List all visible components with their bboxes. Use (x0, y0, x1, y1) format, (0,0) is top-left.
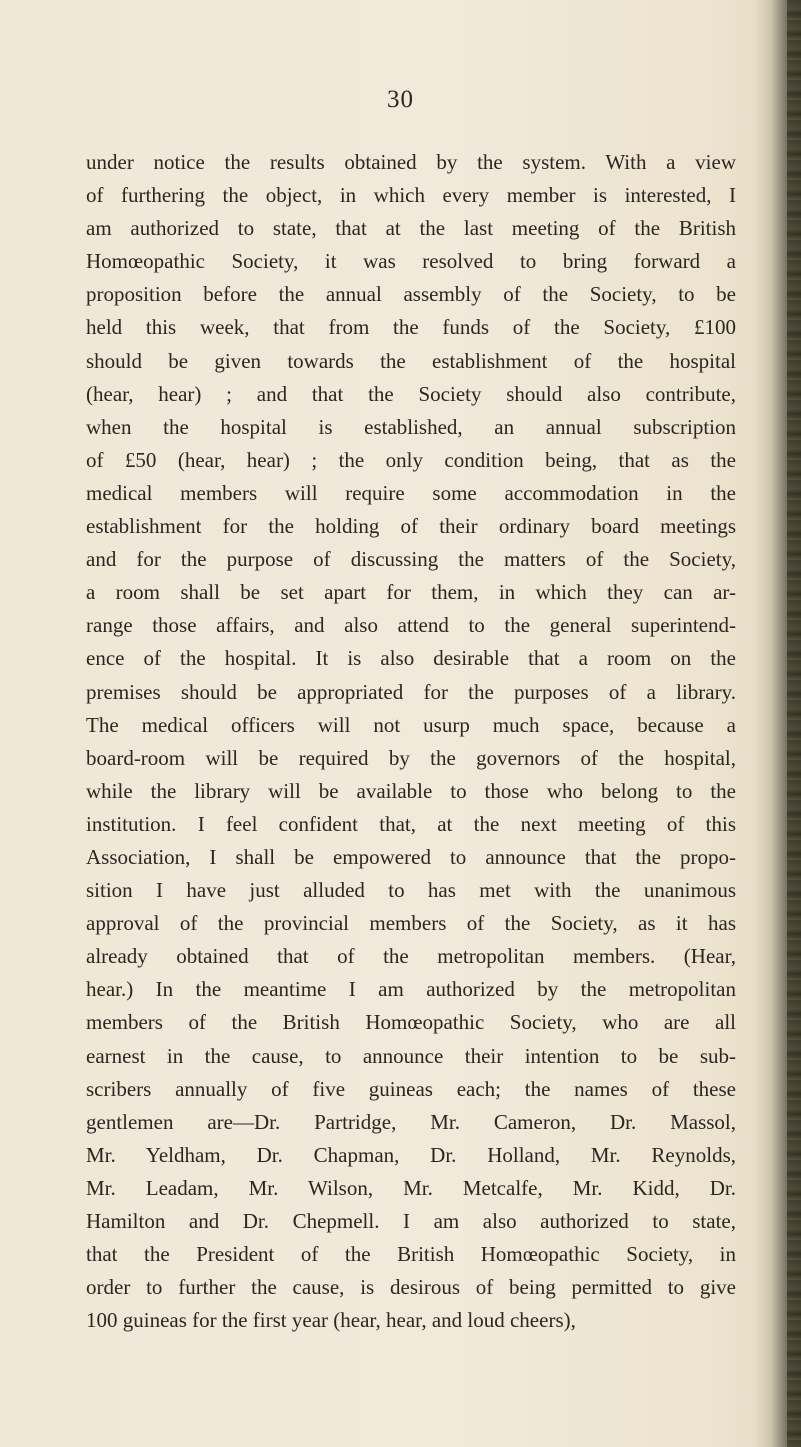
text-line: sition I have just alluded to has met with the unanimous (86, 878, 736, 903)
text-line: (hear, hear) ; and that the Society should also contribute, (86, 381, 736, 406)
text-line: when the hospital is established, an annual subscription (86, 414, 736, 439)
text-line: should be given towards the establishment of the hospital (86, 348, 736, 373)
text-line: already obtained that of the metropolitan members. (Hear, (86, 944, 736, 969)
text-line: earnest in the cause, to announce their intention to be sub- (86, 1043, 736, 1068)
text-line: proposition before the annual assembly of the Society, to be (86, 282, 736, 307)
text-line: range those affairs, and also attend to the general superintend- (86, 613, 736, 638)
text-line: under notice the results obtained by the system. With a view (86, 150, 736, 174)
text-line: gentlemen are—Dr. Partridge, Mr. Cameron, Dr. Massol, (86, 1109, 736, 1134)
text-line: while the library will be available to those who belong to the (86, 778, 736, 803)
text-line: medical members will require some accommodation in the (86, 480, 736, 505)
text-line: held this week, that from the funds of the Society, £100 (86, 315, 736, 340)
text-line: The medical officers will not usurp much space, because a (86, 712, 736, 737)
text-line: premises should be appropriated for the purposes of a library. (86, 679, 736, 704)
text-line: scribers annually of five guineas each; the names of these (86, 1076, 736, 1101)
text-line: hear.) In the meantime I am authorized by the metropolitan (86, 977, 736, 1002)
text-line: of £50 (hear, hear) ; the only condition being, that as the (86, 447, 736, 472)
book-edge (787, 0, 801, 1447)
text-line: ence of the hospital. It is also desirable that a room on the (86, 646, 736, 671)
text-line: establishment for the holding of their ordinary board meetings (86, 514, 736, 539)
text-line: of furthering the object, in which every member is interested, I (86, 183, 736, 208)
text-line: that the President of the British Homœopathic Society, in (86, 1242, 736, 1267)
text-line: am authorized to state, that at the last meeting of the British (86, 216, 736, 241)
text-line: institution. I feel confident that, at the next meeting of this (86, 811, 736, 836)
text-line: order to further the cause, is desirous of being permitted to give (86, 1275, 736, 1300)
text-line: board-room will be required by the governors of the hospital, (86, 745, 736, 770)
text-line: Mr. Leadam, Mr. Wilson, Mr. Metcalfe, Mr. Kidd, Dr. (86, 1175, 736, 1200)
text-line: members of the British Homœopathic Society, who are all (86, 1010, 736, 1035)
text-line: a room shall be set apart for them, in which they can ar- (86, 580, 736, 605)
text-line: Homœopathic Society, it was resolved to bring forward a (86, 249, 736, 274)
text-line: Mr. Yeldham, Dr. Chapman, Dr. Holland, Mr. Reynolds, (86, 1142, 736, 1167)
text-line: approval of the provincial members of the Society, as it has (86, 911, 736, 936)
text-line: 100 guineas for the first year (hear, hear, and loud cheers), (86, 1308, 576, 1333)
text-line: and for the purpose of discussing the matters of the Society, (86, 547, 736, 572)
text-line: Hamilton and Dr. Chepmell. I am also authorized to state, (86, 1209, 736, 1233)
body-text (86, 146, 736, 1337)
text-line: Association, I shall be empowered to announce that the propo- (86, 844, 736, 869)
page-number: 30 (387, 86, 414, 113)
